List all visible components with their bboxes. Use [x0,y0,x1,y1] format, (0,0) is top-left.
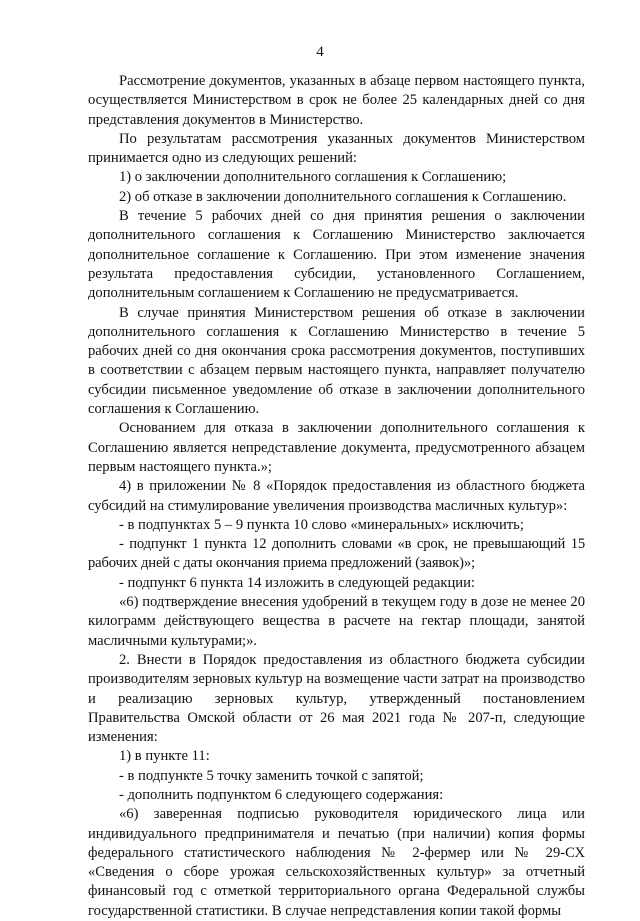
paragraph-add-subitem-6: - дополнить подпунктом 6 следующего содержания: [119,786,444,803]
paragraph-decision-option-1: 1) о заключении дополнительного соглашения к Соглашению; [119,169,507,186]
paragraph-decision-intro: По результатам рассмотрения указанных документов Министерством принимается одно из следующих решений: [88,130,585,167]
paragraph-item-11: 1) в пункте 11: [119,748,210,765]
paragraph-agreement-conclusion: В течение 5 рабочих дней со дня принятия решения о заключении дополнительного соглашения к Соглашению Министерство заключается дополнительное соглашение к Соглашению. При этом изменение значения результата предоставления субсидии, установленного Соглашением, дополнительным соглашением к Соглашению не предусматривается. [88,208,585,302]
paragraph-subitems-5-9: - в подпунктах 5 – 9 пункта 10 слово «минеральных» исключить; [119,516,524,533]
paragraph-grain-order-amendment: 2. Внести в Порядок предоставления из областного бюджета субсидии производителям зерновых культур на возмещение части затрат на производство и реализацию зерновых культур, утвержденный постановлением Правительства Омской области от 26 мая 2021 года № 207-п, следующие изменения: [88,651,585,746]
paragraph-fertilizer-confirmation: «6) подтверждение внесения удобрений в текущем году в дозе не менее 20 килограмм действующего вещества в расчете на гектар площади, занятой масличными культурами;». [88,594,585,649]
paragraph-refusal-grounds: Основанием для отказа в заключении дополнительного соглашения к Соглашению является непредставление документа, предусмотренного абзацем первым настоящего пункта.»; [88,420,585,475]
page-number: 4 [316,44,324,60]
document-body [88,72,585,921]
paragraph-refusal-notice: В случае принятия Министерством решения об отказе в заключении дополнительного соглашения к Соглашению Министерство в течение 5 рабочих дней со дня окончания срока рассмотрения документов, поступивших в соответствии с абзацем первым настоящего пункта, направляет получателю субсидии письменное уведомление об отказе в заключении дополнительного соглашения к Соглашению. [88,304,585,418]
paragraph-appendix-8: 4) в приложении № 8 «Порядок предоставления из областного бюджета субсидий на стимулирование увеличения производства масличных культур»: [88,478,585,514]
paragraph-subitem-6-item-14: - подпункт 6 пункта 14 изложить в следующей редакции: [119,574,475,591]
paragraph-review-deadline: Рассмотрение документов, указанных в абзаце первом настоящего пункта, осуществляется Министерством в срок не более 25 календарных дней со дня представления документов в Министерство. [88,73,585,128]
paragraph-decision-option-2: 2) об отказе в заключении дополнительного соглашения к Соглашению. [119,188,567,205]
paragraph-statistical-form-copy: «6) заверенная подписью руководителя юридического лица или индивидуального предпринимателя и печатью (при наличии) копия формы федерального статистического наблюдения № 2-фермер или № 29-СХ «Сведения о сборе урожая сельскохозяйственных культур» за отчетный финансовый год с отметкой территориального органа Федеральной службы государственной статистики. В случае непредставления копии такой формы [88,806,585,919]
paragraph-subitem-5-punctuation: - в подпункте 5 точку заменить точкой с запятой; [119,767,424,784]
paragraph-subitem-1-item-12: - подпункт 1 пункта 12 дополнить словами «в срок, не превышающий 15 рабочих дней с даты окончания приема предложений (заявок)»; [88,536,585,572]
